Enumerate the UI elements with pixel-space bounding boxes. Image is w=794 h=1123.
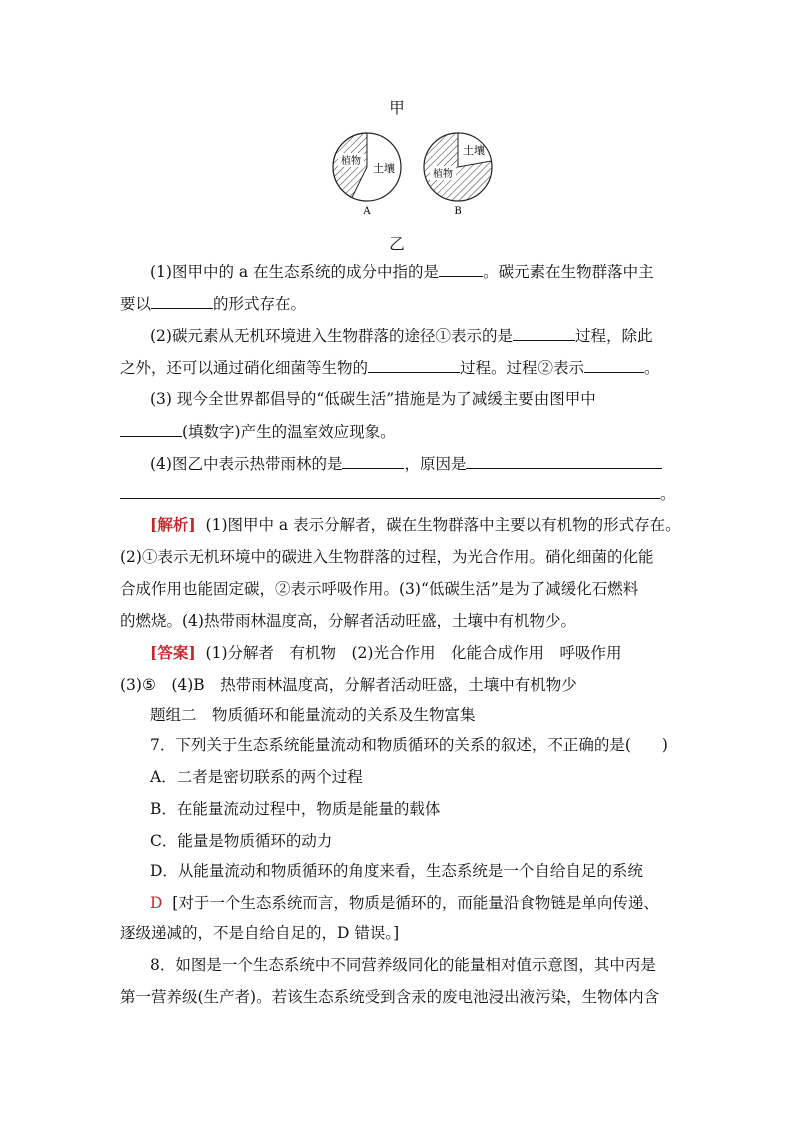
q6-part2-line2 [120, 356, 680, 379]
pie-a-plant-label: 植物 [341, 156, 361, 167]
pie-a-label: A [363, 206, 371, 217]
answer-blank[interactable] [342, 452, 404, 469]
answer-blank[interactable] [439, 260, 483, 277]
soil-plant-pie-figure [322, 125, 512, 220]
q7-option-d: D．从能量流动和物质循环的角度来看，生态系统是一个自给自足的系统 [150, 862, 643, 880]
answer-blank[interactable] [368, 356, 460, 373]
pie-b [424, 133, 492, 217]
answer-tag: [答案] [150, 643, 196, 662]
answer-line2: (3)⑤ (4)B 热带雨林温度高，分解者活动旺盛，土壤中有机物少 [120, 676, 577, 694]
q6-part3-line2 [120, 420, 680, 443]
q6-p4-text-a: (4)图乙中表示热带雨林的是 [150, 455, 343, 473]
q6-p2-text-b: 过程，除此 [574, 327, 653, 345]
q7-explanation-text: [对于一个生态系统而言，物质是循环的，而能量沿食物链是单向传递、 [172, 894, 659, 912]
answer-blank[interactable] [120, 420, 182, 437]
analysis-line4: 的燃烧。(4)热带雨林温度高，分解者活动旺盛，土壤中有机物少。 [120, 612, 576, 630]
q7-option-a: A．二者是密切联系的两个过程 [150, 768, 363, 786]
answer-blank[interactable] [120, 482, 660, 499]
analysis-tag: [解析] [150, 515, 196, 534]
q6-p4-text-c: 。 [660, 485, 676, 503]
q7-stem: 7．下列关于生态系统能量流动和物质循环的关系的叙述，不正确的是( ) [150, 736, 668, 754]
answer-blank[interactable] [466, 452, 662, 469]
analysis-line3: 合成作用也能固定碳，②表示呼吸作用。(3)“低碳生活”是为了减缓化石燃料 [120, 580, 639, 598]
q6-p1-text-b: 。碳元素在生物群落中主 [483, 263, 654, 281]
answer-text-1: (1)分解者 有机物 (2)光合作用 化能合成作用 呼吸作用 [205, 644, 622, 662]
pie-a [333, 133, 401, 217]
answer-blank[interactable] [151, 292, 213, 309]
q7-answer-letter: D [150, 894, 163, 912]
figure-caption-bottom: 乙 [389, 235, 405, 253]
q6-p2-text-d: 过程。过程②表示 [460, 359, 585, 377]
q6-p2-text-c: 之外，还可以通过硝化细菌等生物的 [120, 359, 369, 377]
q6-part4-line2 [120, 482, 680, 505]
q6-part2-line1 [120, 324, 710, 347]
q8-line2: 第一营养级(生产者)。若该生态系统受到含汞的废电池浸出液污染，生物体内含 [120, 988, 660, 1006]
q6-p3-text-b: (填数字)产生的温室效应现象。 [182, 423, 396, 441]
answer-line1 [120, 642, 710, 664]
q6-part1-line2 [120, 292, 680, 315]
answer-blank[interactable] [584, 356, 644, 373]
q6-p3-text-a: (3) 现今全世界都倡导的“低碳生活”措施是为了减缓主要由图甲中 [150, 390, 596, 408]
q7-explanation-line1 [120, 892, 710, 914]
q6-p1-text-a: (1)图甲中的 a 在生态系统的成分中指的是 [150, 263, 440, 281]
answer-blank[interactable] [513, 324, 575, 341]
q7-option-b: B．在能量流动过程中，物质是能量的载体 [150, 800, 441, 818]
q6-p2-text-a: (2)碳元素从无机环境进入生物群落的途径①表示的是 [150, 327, 513, 345]
q6-part1-line1 [120, 260, 710, 283]
analysis-line1 [120, 514, 710, 536]
group2-title: 题组二 物质循环和能量流动的关系及生物富集 [150, 706, 476, 724]
q6-p4-text-b: ，原因是 [404, 455, 467, 473]
q8-line1: 8．如图是一个生态系统中不同营养级同化的能量相对值示意图，其中丙是 [150, 956, 656, 974]
q7-option-c: C．能量是物质循环的动力 [150, 832, 333, 850]
q7-explanation-line2: 逐级递减的，不是自给自足的，D 错误。] [120, 924, 400, 942]
figure-caption-top: 甲 [389, 99, 405, 117]
q6-p1-text-c: 要以 [120, 295, 152, 313]
analysis-text-1: (1)图甲中 a 表示分解者，碳在生物群落中主要以有机物的形式存在。 [205, 516, 681, 534]
q6-part4-line1 [120, 452, 710, 475]
pie-a-soil-label: 土壤 [373, 162, 395, 175]
q6-part3-line1 [120, 388, 710, 410]
pie-b-plant-label: 植物 [433, 169, 453, 180]
pie-b-soil-label: 土壤 [463, 144, 485, 157]
q6-p1-text-d: 的形式存在。 [213, 295, 307, 313]
pie-b-label: B [454, 206, 462, 217]
analysis-line2: (2)①表示无机环境中的碳进入生物群落的过程，为光合作用。硝化细菌的化能 [120, 548, 654, 566]
q6-p2-text-e: 。 [644, 359, 660, 377]
